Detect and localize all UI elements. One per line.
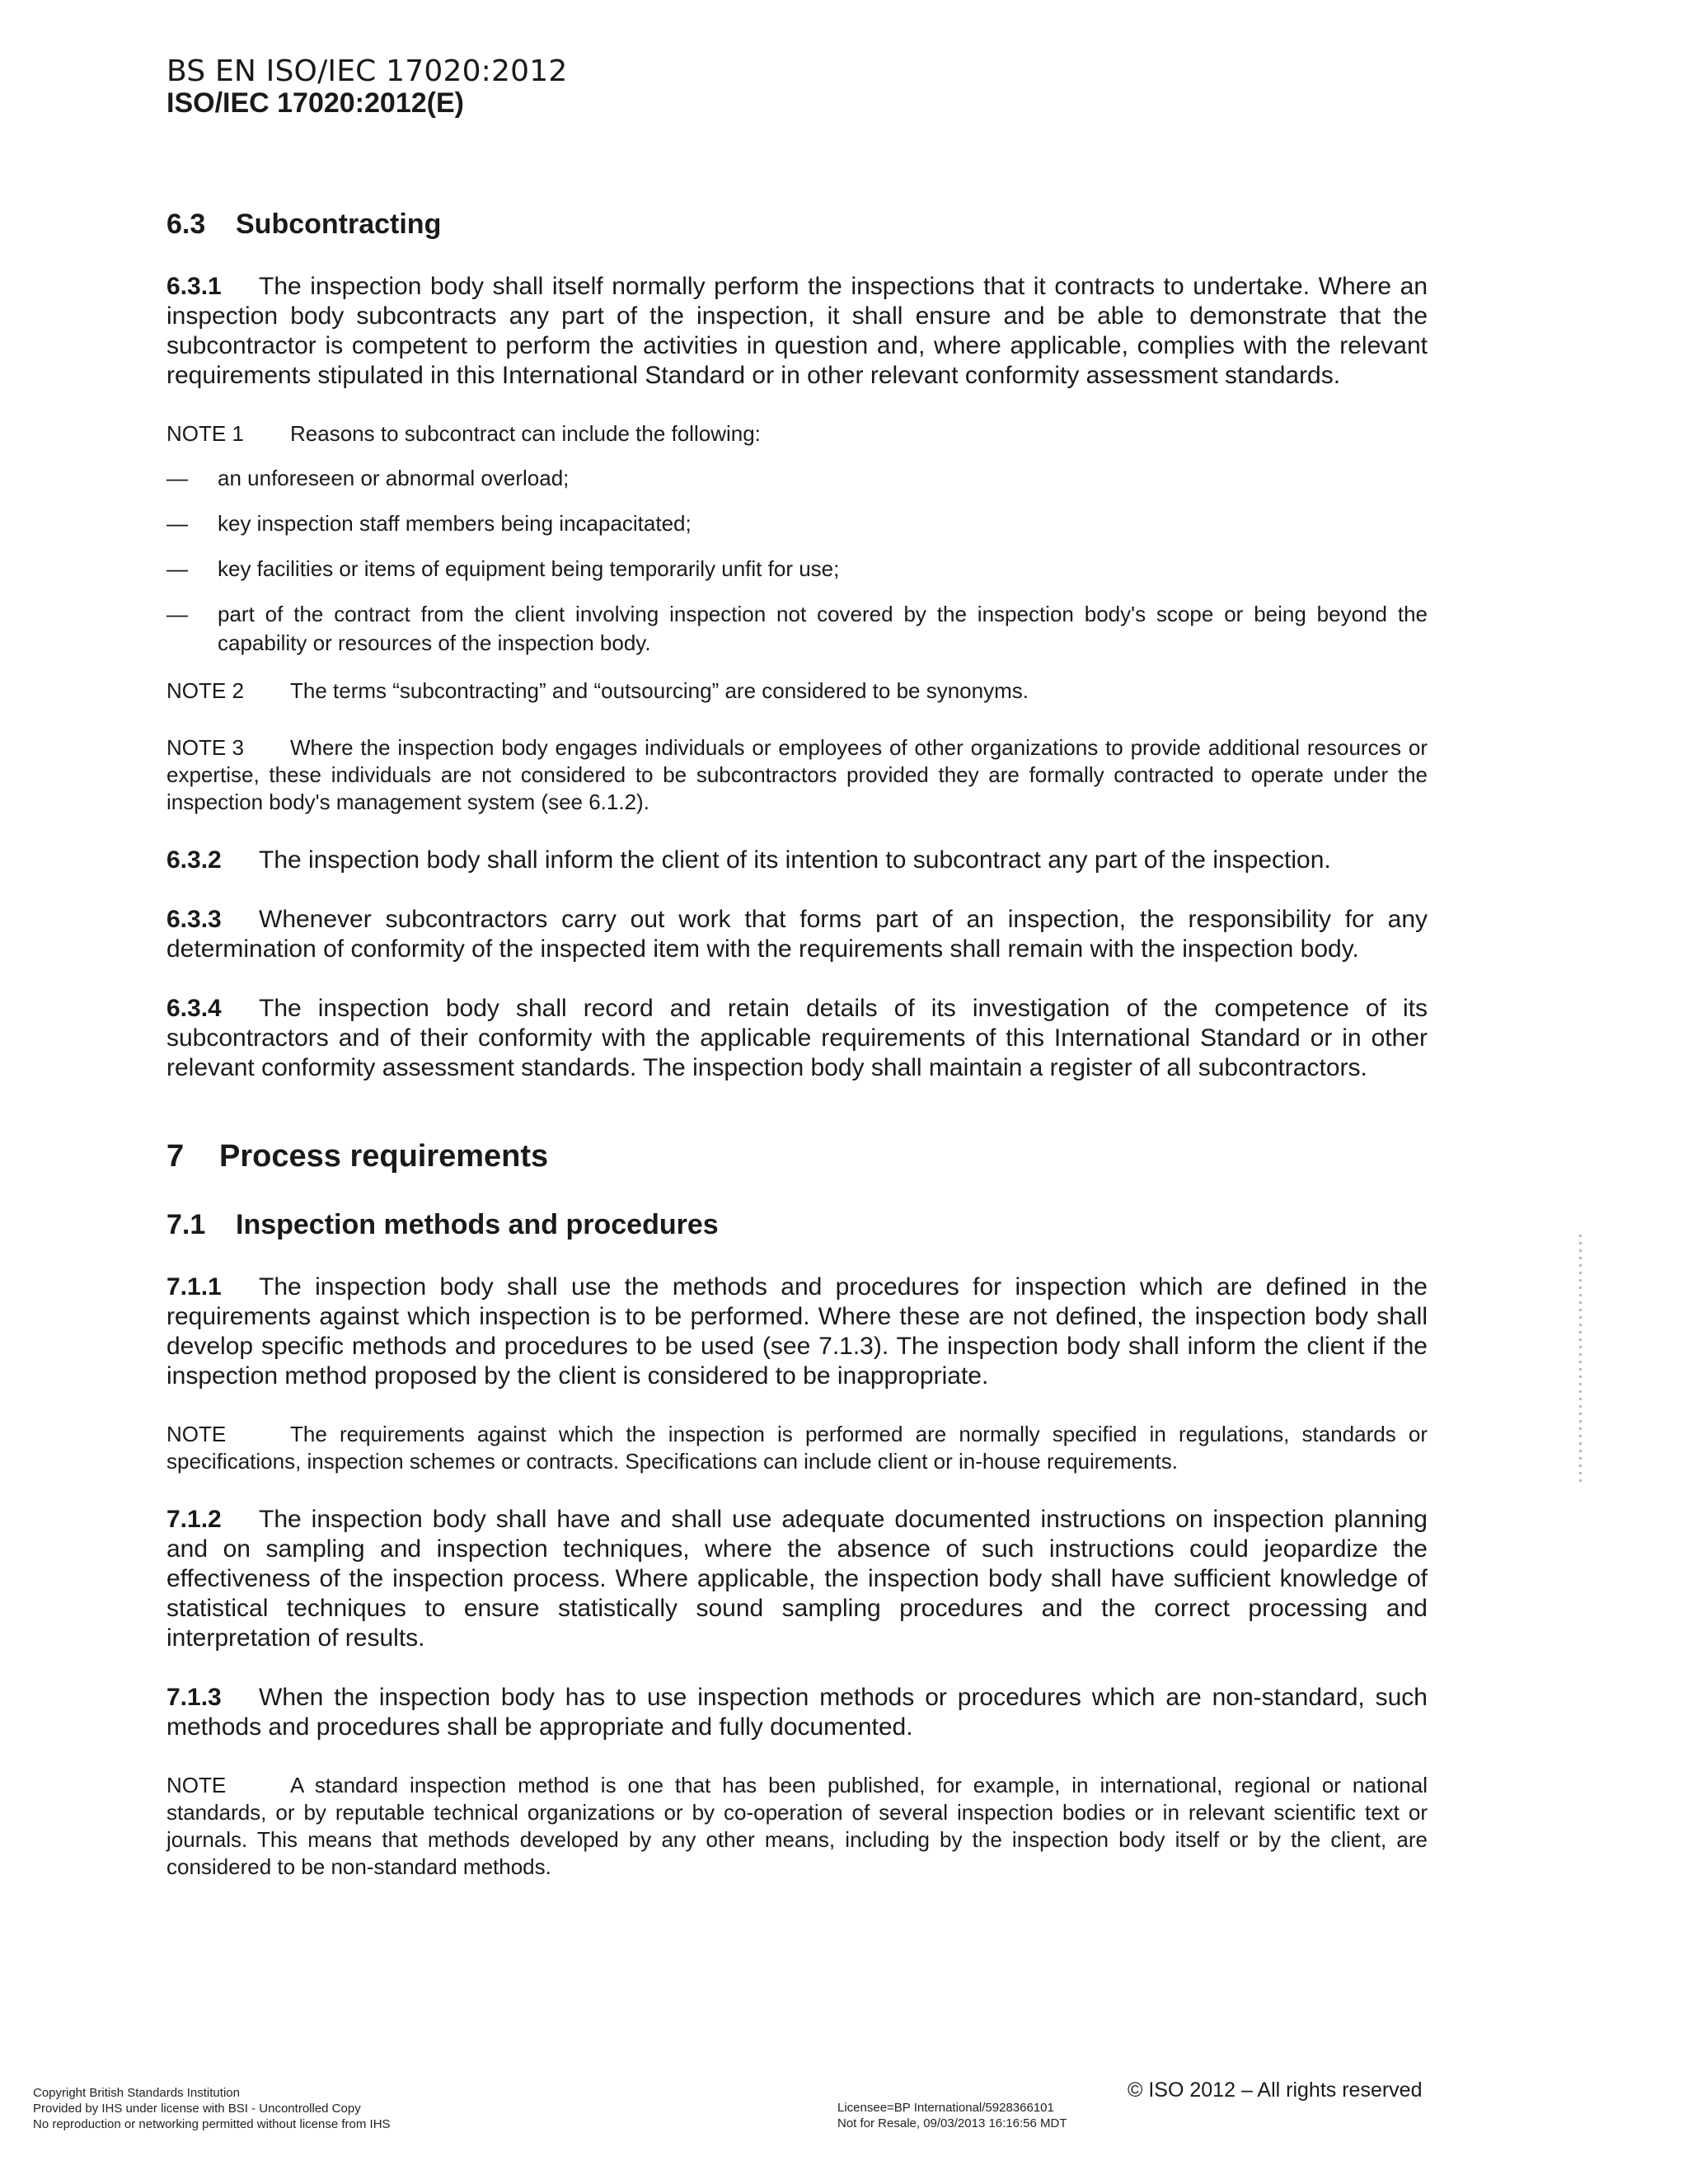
note-text: The terms “subcontracting” and “outsourcing” are considered to be synonyms. bbox=[290, 678, 1029, 703]
scan-artifact-marks bbox=[1579, 1235, 1582, 1482]
note-text: The requirements against which the inspection is performed are normally specified in regulations, standards or specifications, inspection schemes or contracts. Specifications can include client or in-house requirements. bbox=[166, 1422, 1428, 1474]
clause-text: The inspection body shall have and shall use adequate documented instructions on inspection planning and on sampling and inspection techniques, where the absence of such instructions could jeopardize the effectiveness of the inspection process. Where applicable, the inspection body shall have sufficient knowledge of statistical techniques to ensure statistically sound sampling procedures and the correct processing and interpretation of results. bbox=[166, 1506, 1428, 1652]
clause-text: The inspection body shall record and retain details of its investigation of the competence of its subcontractors and of their conformity with the applicable requirements of this International Standard or in other relevant conformity assessment standards. The inspection body shall maintain a register of all subcontractors. bbox=[166, 995, 1428, 1081]
copyright-notice: Copyright British Standards Institution Provided by IHS under license with BSI - Uncontrolled Copy No reproduction or networking permitted without license from IHS bbox=[33, 2086, 391, 2131]
note-text: A standard inspection method is one that has been published, for example, in international, regional or national standards, or by reputable technical organizations or by co-operation of several inspection bodies or in relevant scientific text or journals. This means that methods developed by any other means, including by the inspection body itself or by the client, are considered to be non-standard methods. bbox=[166, 1773, 1428, 1879]
clause-6-3-1 bbox=[166, 272, 1428, 391]
note-label: NOTE 2 bbox=[166, 678, 244, 703]
list-item: — an unforeseen or abnormal overload; bbox=[166, 464, 1428, 493]
note-label: NOTE bbox=[166, 1422, 227, 1446]
document-body bbox=[166, 206, 1428, 1897]
clause-text: Whenever subcontractors carry out work that forms part of an inspection, the responsibility for any determination of conformity of the inspected item with the requirements shall remain with the inspection body. bbox=[166, 906, 1428, 963]
note-label: NOTE bbox=[166, 1773, 227, 1797]
note-7-1-3 bbox=[166, 1772, 1428, 1881]
section-number: 7.1 bbox=[166, 1209, 206, 1240]
section-7-heading bbox=[166, 1136, 1428, 1177]
section-title: Process requirements bbox=[219, 1139, 549, 1174]
note-7-1-1 bbox=[166, 1421, 1428, 1475]
clause-6-3-4 bbox=[166, 994, 1428, 1083]
clause-text: The inspection body shall itself normally perform the inspections that it contracts to undertake. Where an inspection body subcontracts any part of the inspection, it shall ensure and be able to demonstrate that the subcontractor is competent to perform the activities in question and, where applicable, complies with the relevant requirements stipulated in this International Standard or in other relevant conformity assessment standards. bbox=[166, 273, 1428, 389]
note-3 bbox=[166, 734, 1428, 816]
clause-text: When the inspection body has to use inspection methods or procedures which are non-standard, such methods and procedures shall be appropriate and fully documented. bbox=[166, 1684, 1428, 1741]
clause-7-1-1 bbox=[166, 1272, 1428, 1391]
list-item: — key facilities or items of equipment being temporarily unfit for use; bbox=[166, 555, 1428, 583]
clause-number: 6.3.2 bbox=[166, 846, 222, 874]
clause-6-3-3 bbox=[166, 905, 1428, 964]
dash-marker: — bbox=[166, 511, 188, 536]
clause-number: 7.1.3 bbox=[166, 1684, 222, 1711]
clause-number: 6.3.3 bbox=[166, 906, 222, 933]
dash-marker: — bbox=[166, 556, 188, 581]
section-number: 7 bbox=[166, 1139, 185, 1174]
note-label: NOTE 1 bbox=[166, 421, 244, 446]
section-7-1-heading bbox=[166, 1207, 1428, 1243]
note-2 bbox=[166, 677, 1428, 705]
clause-text: The inspection body shall use the methods and procedures for inspection which are defined in the requirements against which inspection is to be performed. Where these are not defined, the inspection body shall develop specific methods and procedures to be used (see 7.1.3). The inspection body shall inform the client if the inspection method proposed by the client is considered to be inappropriate. bbox=[166, 1273, 1428, 1390]
clause-number: 7.1.1 bbox=[166, 1273, 222, 1301]
clause-text: The inspection body shall inform the client of its intention to subcontract any part of the inspection. bbox=[259, 846, 1331, 874]
clause-6-3-2 bbox=[166, 846, 1428, 875]
iso-rights-notice: © ISO 2012 – All rights reserved bbox=[1128, 2079, 1423, 2102]
header-iso-designation: ISO/IEC 17020:2012(E) bbox=[166, 87, 464, 119]
section-number: 6.3 bbox=[166, 209, 206, 240]
clause-7-1-2 bbox=[166, 1505, 1428, 1653]
header-bs-en-designation: BS EN ISO/IEC 17020:2012 bbox=[166, 54, 568, 88]
section-title: Subcontracting bbox=[236, 209, 442, 240]
list-item: — key inspection staff members being incapacitated; bbox=[166, 509, 1428, 538]
note-text: Where the inspection body engages individuals or employees of other organizations to provide additional resources or expertise, these individuals are not considered to be subcontractors provided they are formally contracted to operate under the inspection body's management system (see 6.1.2). bbox=[166, 735, 1428, 814]
dash-marker: — bbox=[166, 466, 188, 490]
note-label: NOTE 3 bbox=[166, 735, 244, 760]
clause-number: 6.3.1 bbox=[166, 273, 222, 300]
clause-number: 7.1.2 bbox=[166, 1506, 222, 1533]
licensee-notice: Licensee=BP International/5928366101 Not for Resale, 09/03/2013 16:16:56 MDT bbox=[837, 2101, 1067, 2130]
note-text: Reasons to subcontract can include the following: bbox=[290, 421, 761, 446]
reasons-list bbox=[166, 464, 1428, 658]
section-6-3-heading bbox=[166, 206, 1428, 242]
list-item: — part of the contract from the client involving inspection not covered by the inspection body's scope or being beyond the capability or resources of the inspection body. bbox=[166, 602, 1428, 655]
section-title: Inspection methods and procedures bbox=[236, 1209, 719, 1240]
clause-number: 6.3.4 bbox=[166, 995, 222, 1022]
clause-7-1-3 bbox=[166, 1683, 1428, 1742]
note-1 bbox=[166, 420, 1428, 448]
dash-marker: — bbox=[166, 602, 188, 626]
